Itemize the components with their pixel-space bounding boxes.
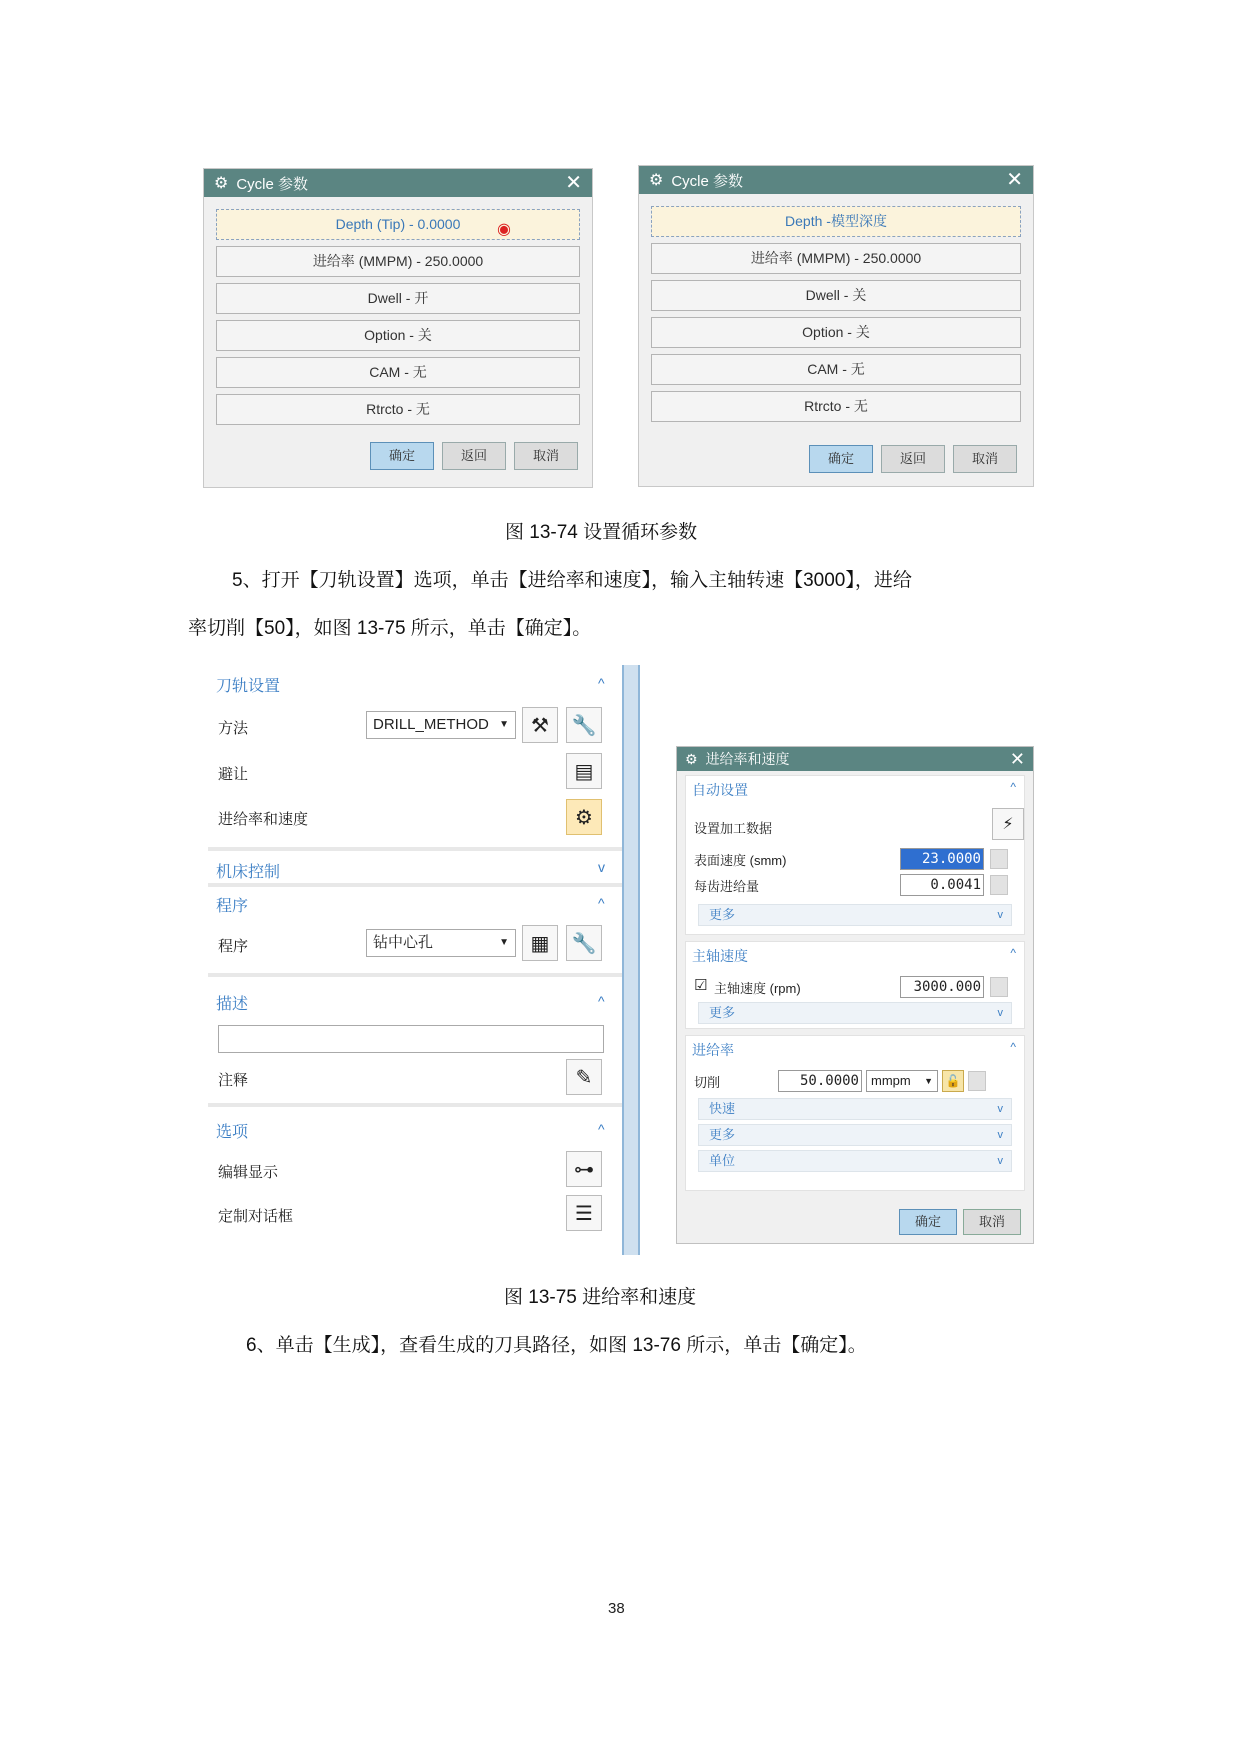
cut-label: 切削: [694, 1075, 721, 1090]
spindle-speed-input[interactable]: 3000.000: [900, 976, 984, 998]
title-bar: [204, 169, 592, 197]
spindle-speed-label: 主轴速度 (rpm): [714, 981, 801, 996]
edit-comment-icon[interactable]: ✎: [566, 1059, 602, 1095]
more-label: 更多: [709, 1127, 736, 1142]
chevron-up-icon[interactable]: ^: [598, 993, 605, 1009]
more-label: 更多: [709, 907, 736, 922]
dropdown-arrow-icon: ▼: [499, 937, 509, 948]
cancel-button[interactable]: 取消: [953, 445, 1017, 473]
operation-panel: [200, 665, 650, 1255]
units-label: 单位: [709, 1153, 736, 1168]
set-data-label: 设置加工数据: [694, 821, 773, 836]
more-label: 更多: [709, 1005, 736, 1020]
chevron-down-icon[interactable]: v: [598, 859, 605, 875]
cycle-dialog-1: [203, 168, 593, 488]
chevron-up-icon[interactable]: ^: [1010, 946, 1016, 960]
step5-line2: 率切削【50】，如图 13-75 所示，单击【确定】。: [188, 618, 592, 639]
chevron-down-icon: v: [997, 1007, 1003, 1019]
program-dropdown[interactable]: [366, 929, 516, 957]
feedrate-button[interactable]: 进给率 (MMPM) - 250.0000: [216, 246, 580, 277]
description-input[interactable]: [218, 1025, 604, 1053]
dialog-title: Cycle 参数: [236, 175, 309, 193]
figure-caption-13-74: 图 13-74 设置循环参数: [505, 522, 698, 543]
dwell-button[interactable]: Dwell - 关: [651, 280, 1021, 311]
create-method-icon[interactable]: ⚒: [522, 707, 558, 743]
method-value: DRILL_METHOD: [373, 716, 489, 733]
program-label: 程序: [218, 938, 249, 955]
close-icon[interactable]: ✕: [1009, 748, 1025, 769]
ok-button[interactable]: 确定: [809, 445, 873, 473]
create-program-icon[interactable]: ▦: [522, 925, 558, 961]
cycle-dialog-2: [638, 165, 1034, 487]
spindle-checkbox[interactable]: ☑: [694, 977, 708, 994]
close-icon[interactable]: ✕: [565, 172, 582, 194]
chevron-up-icon[interactable]: ^: [1010, 1040, 1016, 1054]
lightning-icon[interactable]: ⚡: [992, 808, 1024, 840]
rapid-label: 快速: [709, 1101, 736, 1116]
chevron-up-icon[interactable]: ^: [1010, 780, 1016, 794]
chevron-up-icon[interactable]: ^: [598, 675, 605, 691]
more-toggle[interactable]: [698, 1124, 1012, 1146]
feed-per-tooth-label: 每齿进给量: [694, 879, 760, 894]
depth-button[interactable]: Depth (Tip) - 0.0000: [216, 209, 580, 240]
dialog-title: 进给率和速度: [705, 751, 790, 767]
avoid-label: 避让: [218, 766, 249, 783]
more-toggle[interactable]: [698, 904, 1012, 926]
edit-display-label: 编辑显示: [218, 1164, 279, 1181]
feeds-speeds-icon[interactable]: ⚙: [566, 799, 602, 835]
section-divider: [208, 973, 630, 977]
dwell-button[interactable]: Dwell - 开: [216, 283, 580, 314]
option-button[interactable]: Option - 关: [651, 317, 1021, 348]
options-header[interactable]: 选项: [216, 1124, 249, 1141]
gear-icon: ⚙: [685, 750, 698, 767]
unit-dropdown[interactable]: [866, 1070, 938, 1092]
unit-value: mmpm: [871, 1073, 911, 1088]
section-divider: [208, 1103, 630, 1107]
calculator-icon[interactable]: [990, 849, 1008, 869]
program-value: 钻中心孔: [373, 934, 434, 951]
surface-speed-input[interactable]: 23.0000: [900, 848, 984, 870]
custom-dialog-icon[interactable]: ☰: [566, 1195, 602, 1231]
cancel-button[interactable]: 取消: [963, 1209, 1021, 1235]
edit-wrench-icon[interactable]: 🔧: [566, 925, 602, 961]
dropdown-arrow-icon: ▼: [924, 1076, 933, 1086]
step6-text: 6、单击【生成】，查看生成的刀具路径，如图 13-76 所示，单击【确定】。: [246, 1335, 867, 1356]
gear-icon: ⚙: [649, 172, 664, 189]
more-toggle[interactable]: [698, 1002, 1012, 1024]
comment-label: 注释: [218, 1072, 249, 1089]
custom-dialog-label: 定制对话框: [218, 1208, 294, 1225]
rtrcto-button[interactable]: Rtrcto - 无: [216, 394, 580, 425]
feed-per-tooth-input[interactable]: 0.0041: [900, 874, 984, 896]
method-dropdown[interactable]: [366, 711, 516, 739]
close-icon[interactable]: ✕: [1006, 169, 1023, 191]
surface-speed-label: 表面速度 (smm): [694, 853, 787, 868]
section-divider: [208, 847, 630, 851]
rapid-toggle[interactable]: [698, 1098, 1012, 1120]
cursor-icon: ◉: [497, 221, 511, 238]
chevron-down-icon: v: [997, 1129, 1003, 1141]
units-toggle[interactable]: [698, 1150, 1012, 1172]
spindle-header[interactable]: 主轴速度: [692, 948, 748, 964]
auto-settings-section: [685, 775, 1025, 935]
page-number: 38: [608, 1600, 625, 1617]
back-button[interactable]: 返回: [881, 445, 945, 473]
program-header[interactable]: 程序: [216, 898, 249, 915]
chevron-down-icon: v: [997, 1103, 1003, 1115]
panel-splitter[interactable]: [622, 665, 640, 1255]
cam-button[interactable]: CAM - 无: [216, 357, 580, 388]
chevron-up-icon[interactable]: ^: [598, 895, 605, 911]
toolpath-header[interactable]: 刀轨设置: [216, 678, 281, 695]
cut-feed-input[interactable]: 50.0000: [778, 1070, 862, 1092]
chevron-down-icon: v: [997, 909, 1003, 921]
title-bar: [677, 747, 1033, 771]
feedrate-button[interactable]: 进给率 (MMPM) - 250.0000: [651, 243, 1021, 274]
auto-settings-header[interactable]: 自动设置: [692, 782, 748, 798]
avoid-icon[interactable]: ▤: [566, 753, 602, 789]
step5-line1: 5、打开【刀轨设置】选项，单击【进给率和速度】，输入主轴转速【3000】，进给: [232, 570, 912, 591]
calculator-icon[interactable]: [968, 1071, 986, 1091]
feedrate-header[interactable]: 进给率: [692, 1042, 734, 1058]
spindle-section: [685, 941, 1025, 1029]
back-button[interactable]: 返回: [442, 442, 506, 470]
lock-icon[interactable]: 🔓: [942, 1070, 964, 1092]
dropdown-arrow-icon: ▼: [499, 719, 509, 730]
section-divider: [208, 883, 630, 887]
rtrcto-button[interactable]: Rtrcto - 无: [651, 391, 1021, 422]
feeds-speeds-label: 进给率和速度: [218, 811, 309, 828]
gear-icon: ⚙: [214, 175, 229, 192]
depth-button[interactable]: Depth -模型深度: [651, 206, 1021, 237]
ok-button[interactable]: 确定: [899, 1209, 957, 1235]
chevron-down-icon: v: [997, 1155, 1003, 1167]
figure-caption-13-75: 图 13-75 进给率和速度: [504, 1287, 697, 1308]
chevron-up-icon[interactable]: ^: [598, 1121, 605, 1137]
cam-button[interactable]: CAM - 无: [651, 354, 1021, 385]
feedrate-section: [685, 1035, 1025, 1191]
edit-display-icon[interactable]: ⊶: [566, 1151, 602, 1187]
feeds-speeds-dialog: [676, 746, 1034, 1244]
title-bar: [639, 166, 1033, 194]
calculator-icon[interactable]: [990, 875, 1008, 895]
option-button[interactable]: Option - 关: [216, 320, 580, 351]
description-header[interactable]: 描述: [216, 996, 249, 1013]
edit-wrench-icon[interactable]: 🔧: [566, 707, 602, 743]
cancel-button[interactable]: 取消: [514, 442, 578, 470]
method-label: 方法: [218, 720, 249, 737]
ok-button[interactable]: 确定: [370, 442, 434, 470]
machine-control-header[interactable]: 机床控制: [216, 864, 281, 881]
calculator-icon[interactable]: [990, 977, 1008, 997]
dialog-title: Cycle 参数: [671, 172, 744, 190]
